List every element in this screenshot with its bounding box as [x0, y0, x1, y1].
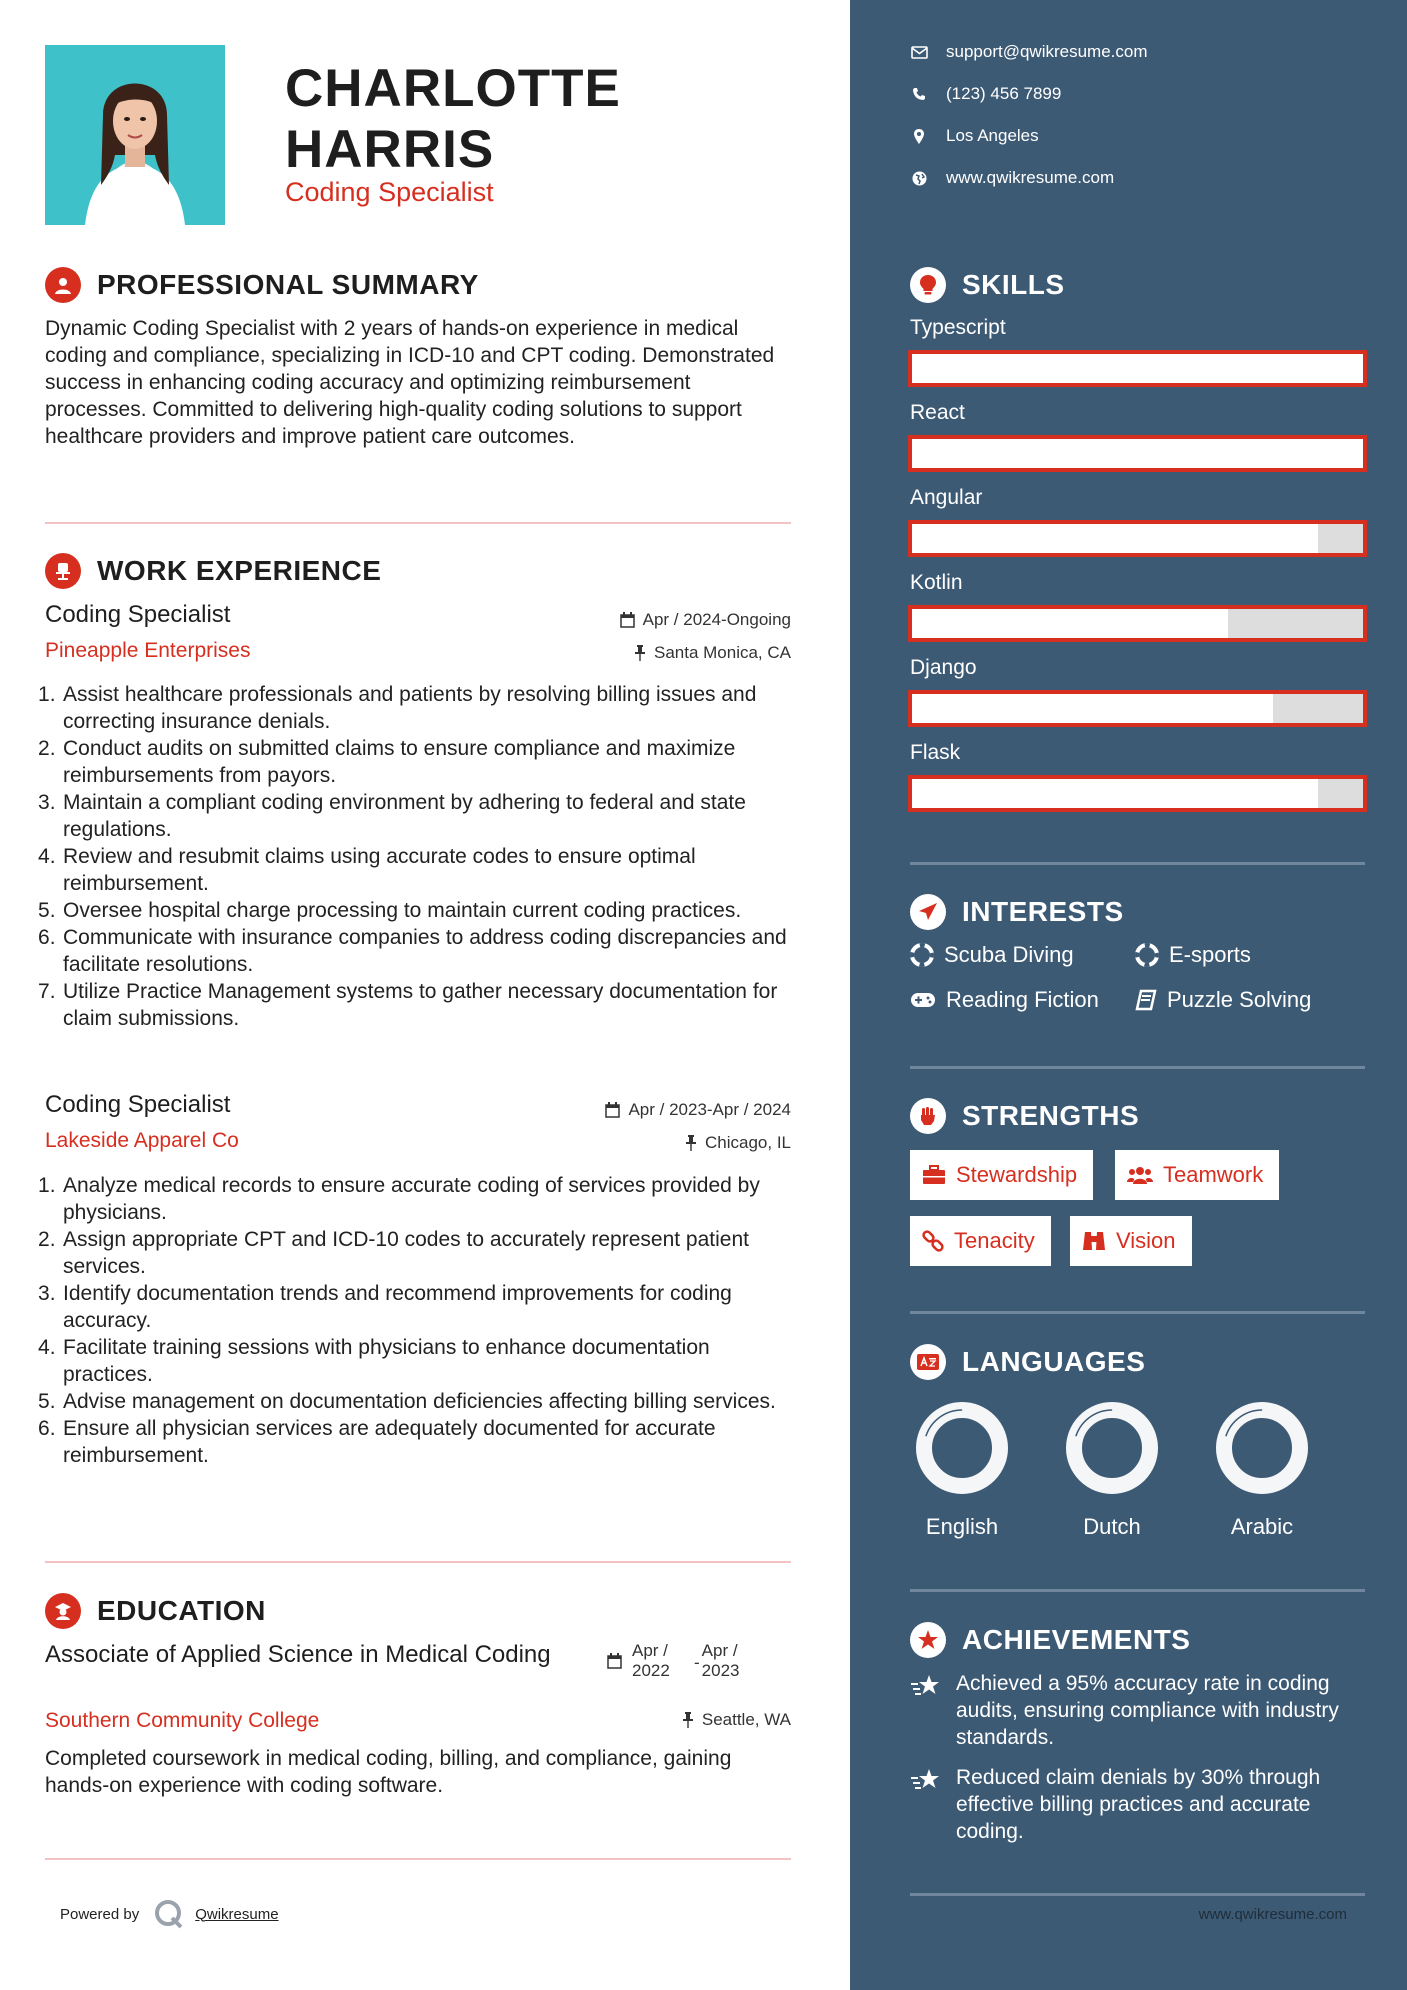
pin-icon — [682, 1712, 694, 1728]
skill-bar-fill — [912, 524, 1318, 553]
skill-label: Typescript — [910, 316, 1006, 339]
skill-bar-fill — [912, 609, 1228, 638]
job-location-text: Chicago, IL — [705, 1133, 791, 1152]
skill-label: Kotlin — [910, 571, 963, 594]
interests-title: INTERESTS — [962, 896, 1124, 927]
shooting-star-icon — [910, 1670, 944, 1751]
profile-photo — [45, 45, 225, 225]
interest-label: Puzzle Solving — [1167, 987, 1312, 1012]
strength-chip — [1115, 1150, 1279, 1200]
education-description: Completed coursework in medical coding, billing, and compliance, gaining hands-on experience with coding software. — [45, 1747, 732, 1797]
job-location — [634, 643, 791, 663]
candidate-name — [285, 58, 621, 180]
email-text[interactable]: support@qwikresume.com — [946, 42, 1148, 61]
interest-label: E-sports — [1169, 942, 1251, 967]
skill-bar — [908, 690, 1367, 727]
section-divider — [910, 1893, 1365, 1896]
link-icon — [922, 1230, 944, 1252]
section-divider — [910, 1589, 1365, 1592]
skill-bar-fill — [912, 694, 1273, 723]
education-degree: Associate of Applied Science in Medical Coding — [45, 1641, 551, 1668]
lifebuoy-icon — [910, 943, 934, 967]
sidebar — [850, 0, 1407, 1990]
skill-bar — [908, 605, 1367, 642]
map-pin-icon — [910, 129, 928, 144]
calendar-icon — [620, 612, 635, 628]
job-dates-text: Apr / 2024-Ongoing — [642, 610, 791, 629]
education-heading — [45, 1593, 266, 1629]
job-dates — [620, 610, 791, 630]
contact-location — [910, 126, 1039, 146]
users-icon — [1127, 1165, 1153, 1185]
pin-icon — [685, 1135, 697, 1151]
translate-icon — [910, 1344, 946, 1380]
skill-label: Flask — [910, 741, 961, 764]
skill-label: React — [910, 401, 965, 424]
phone-icon — [910, 87, 928, 101]
strength-label: Vision — [1116, 1228, 1176, 1253]
strengths-heading — [910, 1098, 1139, 1134]
strength-label: Stewardship — [956, 1162, 1078, 1187]
chair-icon — [45, 553, 81, 589]
skill-bar-fill — [912, 354, 1363, 383]
education-date-separator: - — [694, 1653, 700, 1672]
language-donut — [912, 1398, 1012, 1498]
skill-bar — [908, 350, 1367, 387]
experience-title: WORK EXPERIENCE — [97, 555, 382, 586]
job-company: Pineapple Enterprises — [45, 639, 251, 662]
interests-heading — [910, 894, 1124, 930]
lifebuoy-icon — [1135, 943, 1159, 967]
achievement-text: Reduced claim denials by 30% through effective billing practices and accurate coding. — [956, 1766, 1321, 1843]
name-line-1: CHARLOTTE — [285, 59, 621, 118]
experience-heading — [45, 553, 381, 589]
job-location — [685, 1133, 791, 1153]
job-dates — [605, 1100, 791, 1120]
education-start: Apr / 2022 — [632, 1641, 670, 1680]
skill-label: Django — [910, 656, 977, 679]
phone-text: (123) 456 7899 — [946, 84, 1062, 103]
user-icon — [45, 267, 81, 303]
interest-item — [1135, 942, 1251, 968]
shooting-star-icon — [910, 1764, 944, 1845]
duty-item: Assign appropriate CPT and ICD-10 codes to accurately represent patient services. — [63, 1228, 749, 1278]
achievement-item — [910, 1764, 1370, 1845]
contact-website — [910, 168, 1114, 188]
globe-icon — [910, 171, 928, 186]
skills-title: SKILLS — [962, 269, 1065, 300]
duty-item: Identify documentation trends and recommend improvements for coding accuracy. — [63, 1282, 732, 1332]
language-item — [1052, 1398, 1172, 1540]
footer-url[interactable]: www.qwikresume.com — [1198, 1906, 1347, 1923]
section-divider — [910, 1311, 1365, 1314]
achievements-heading — [910, 1622, 1190, 1658]
duty-item: Communicate with insurance companies to address coding discrepancies and facilitate resolutions. — [63, 926, 787, 976]
education-title: EDUCATION — [97, 1595, 266, 1626]
fist-icon — [910, 1098, 946, 1134]
languages-title: LANGUAGES — [962, 1346, 1146, 1377]
skill-bar-fill — [912, 439, 1363, 468]
duty-item: Analyze medical records to ensure accurate coding of services provided by physicians. — [63, 1174, 760, 1224]
skill-label: Angular — [910, 486, 983, 509]
strength-chip — [910, 1150, 1093, 1200]
duty-item: Utilize Practice Management systems to gather necessary documentation for claim submissions. — [63, 980, 778, 1030]
paper-plane-icon — [910, 894, 946, 930]
summary-title: PROFESSIONAL SUMMARY — [97, 269, 479, 300]
language-name: English — [925, 1514, 999, 1539]
duty-item: Assist healthcare professionals and patients by resolving billing issues and correcting insurance denials. — [63, 683, 757, 733]
strengths-title: STRENGTHS — [962, 1100, 1140, 1131]
job-duties — [35, 1172, 795, 1469]
duty-item: Facilitate training sessions with physicians to enhance documentation practices. — [63, 1336, 710, 1386]
duty-item: Advise management on documentation deficiencies affecting billing services. — [63, 1390, 776, 1413]
qwikresume-logo-icon — [153, 1899, 187, 1929]
language-donut — [1062, 1398, 1162, 1498]
education-location-text: Seattle, WA — [701, 1710, 791, 1729]
lightbulb-icon — [910, 267, 946, 303]
summary-heading — [45, 267, 479, 303]
job-dates-text: Apr / 2023-Apr / 2024 — [628, 1100, 791, 1119]
skill-bar — [908, 520, 1367, 557]
achievement-item — [910, 1670, 1370, 1751]
book-icon — [1135, 989, 1157, 1011]
duty-item: Ensure all physician services are adequately documented for accurate reimbursement. — [63, 1417, 716, 1467]
section-divider — [910, 1066, 1365, 1069]
skill-bar — [908, 435, 1367, 472]
interest-item — [910, 987, 1099, 1013]
section-divider — [45, 1561, 791, 1563]
duty-item: Oversee hospital charge processing to maintain current coding practices. — [63, 899, 742, 922]
section-divider — [910, 862, 1365, 865]
star-badge-icon — [910, 1622, 946, 1658]
strength-label: Tenacity — [954, 1228, 1035, 1253]
envelope-icon — [910, 46, 928, 59]
strength-chip — [1070, 1216, 1192, 1266]
strength-label: Teamwork — [1163, 1162, 1264, 1187]
language-name: Arabic — [1230, 1514, 1294, 1539]
candidate-title: Coding Specialist — [285, 177, 494, 207]
powered-by-label: Powered by — [60, 1905, 140, 1923]
job-location-text: Santa Monica, CA — [653, 643, 791, 662]
calendar-icon — [607, 1653, 622, 1669]
summary-text: Dynamic Coding Specialist with 2 years of hands-on experience in medical coding and compliance, specializing in ICD-10 and CPT coding. Demonstrated success in enhancing coding accuracy and optimizing reimbursement processes. Committed to delivering high-quality coding solutions to support healthcare providers and improve patient care outcomes. — [45, 317, 775, 448]
skills-heading — [910, 267, 1065, 303]
languages-heading — [910, 1344, 1145, 1380]
duty-item: Maintain a compliant coding environment by adhering to federal and state regulations. — [63, 791, 746, 841]
achievements-title: ACHIEVEMENTS — [962, 1624, 1191, 1655]
education-dates — [607, 1641, 758, 1681]
contact-email — [910, 42, 1148, 62]
language-item — [1202, 1398, 1322, 1540]
contact-phone — [910, 84, 1061, 104]
pin-icon — [634, 645, 646, 661]
qwikresume-link[interactable]: Qwikresume — [195, 1905, 279, 1923]
briefcase-icon — [922, 1165, 946, 1185]
language-donut — [1212, 1398, 1312, 1498]
location-text: Los Angeles — [946, 126, 1039, 145]
section-divider — [45, 1858, 791, 1860]
duty-item: Review and resubmit claims using accurate codes to ensure optimal reimbursement. — [63, 845, 696, 895]
education-school: Southern Community College — [45, 1709, 320, 1732]
skill-bar — [908, 775, 1367, 812]
achievement-text: Achieved a 95% accuracy rate in coding audits, ensuring compliance with industry standards. — [956, 1672, 1339, 1749]
education-end: Apr / 2023 — [701, 1641, 740, 1680]
job-company: Lakeside Apparel Co — [45, 1129, 239, 1152]
strength-chip — [910, 1216, 1051, 1266]
interest-item — [910, 942, 1074, 968]
interest-item — [1135, 987, 1311, 1013]
website-text[interactable]: www.qwikresume.com — [946, 168, 1115, 187]
education-location — [682, 1710, 791, 1730]
language-name: Dutch — [1083, 1514, 1141, 1539]
duty-item: Conduct audits on submitted claims to ensure compliance and maximize reimbursements from payors. — [63, 737, 736, 787]
powered-by — [60, 1899, 279, 1929]
job-title: Coding Specialist — [45, 1091, 231, 1118]
job-title: Coding Specialist — [45, 601, 231, 628]
job-duties — [35, 681, 795, 1032]
binoculars-icon — [1082, 1230, 1106, 1252]
gamepad-icon — [910, 991, 936, 1009]
section-divider — [45, 522, 791, 524]
interest-label: Scuba Diving — [944, 942, 1074, 967]
name-line-2: HARRIS — [285, 120, 495, 179]
interest-label: Reading Fiction — [946, 987, 1099, 1012]
skill-bar-fill — [912, 779, 1318, 808]
language-item — [902, 1398, 1022, 1540]
calendar-icon — [605, 1102, 620, 1118]
graduate-icon — [45, 1593, 81, 1629]
